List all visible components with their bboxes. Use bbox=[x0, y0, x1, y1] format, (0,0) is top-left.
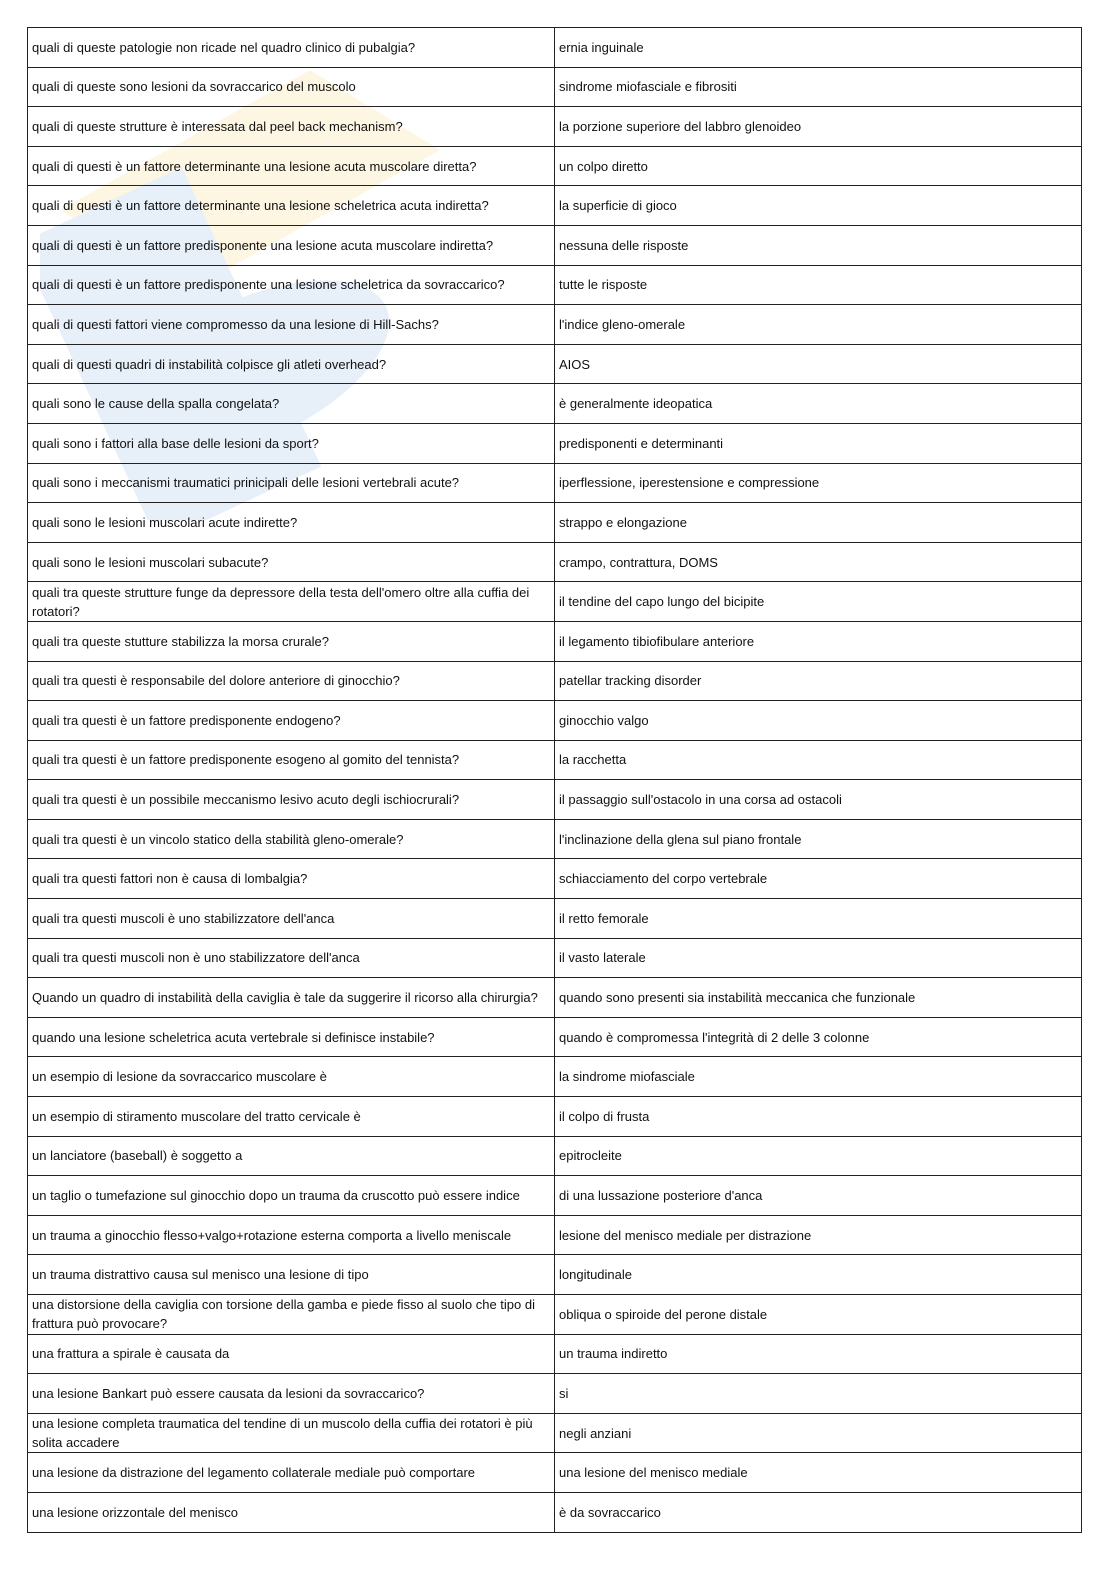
table-row bbox=[28, 1374, 1082, 1414]
answer-cell: il legamento tibiofibulare anteriore bbox=[555, 621, 1082, 661]
answer-cell: epitrocleite bbox=[555, 1136, 1082, 1176]
table-row bbox=[28, 146, 1082, 186]
question-cell: una lesione orizzontale del menisco bbox=[28, 1492, 555, 1532]
question-cell: un trauma a ginocchio flesso+valgo+rotazione esterna comporta a livello meniscale bbox=[28, 1215, 555, 1255]
answer-cell: il vasto laterale bbox=[555, 938, 1082, 978]
question-cell: quali di queste sono lesioni da sovraccarico del muscolo bbox=[28, 67, 555, 107]
question-cell: Quando un quadro di instabilità della caviglia è tale da suggerire il ricorso alla chirurgia? bbox=[28, 978, 555, 1018]
question-cell: quali di questi è un fattore predisponente una lesione acuta muscolare indiretta? bbox=[28, 225, 555, 265]
question-cell: quali sono le lesioni muscolari subacute? bbox=[28, 542, 555, 582]
question-cell: quali di questi fattori viene compromesso da una lesione di Hill-Sachs? bbox=[28, 305, 555, 345]
table-row bbox=[28, 661, 1082, 701]
question-cell: una lesione Bankart può essere causata da lesioni da sovraccarico? bbox=[28, 1374, 555, 1414]
question-cell: un lanciatore (baseball) è soggetto a bbox=[28, 1136, 555, 1176]
answer-cell: la superficie di gioco bbox=[555, 186, 1082, 226]
question-cell: quali sono le cause della spalla congelata? bbox=[28, 384, 555, 424]
answer-cell: la porzione superiore del labbro glenoideo bbox=[555, 107, 1082, 147]
answer-cell: quando sono presenti sia instabilità meccanica che funzionale bbox=[555, 978, 1082, 1018]
table-row bbox=[28, 28, 1082, 68]
question-cell: quali sono i meccanismi traumatici prinicipali delle lesioni vertebrali acute? bbox=[28, 463, 555, 503]
table-row bbox=[28, 225, 1082, 265]
table-row bbox=[28, 67, 1082, 107]
table-row bbox=[28, 1017, 1082, 1057]
answer-cell: strappo e elongazione bbox=[555, 503, 1082, 543]
question-cell: quali tra questi muscoli è uno stabilizzatore dell'anca bbox=[28, 899, 555, 939]
question-cell: una frattura a spirale è causata da bbox=[28, 1334, 555, 1374]
question-cell: quali tra questi è un possibile meccanismo lesivo acuto degli ischiocrurali? bbox=[28, 780, 555, 820]
answer-cell: patellar tracking disorder bbox=[555, 661, 1082, 701]
table-row bbox=[28, 1136, 1082, 1176]
answer-cell: ernia inguinale bbox=[555, 28, 1082, 68]
table-row bbox=[28, 1492, 1082, 1532]
table-row bbox=[28, 305, 1082, 345]
answer-cell: tutte le risposte bbox=[555, 265, 1082, 305]
answer-cell: la racchetta bbox=[555, 740, 1082, 780]
qa-table-body bbox=[28, 28, 1082, 1533]
question-cell: una lesione da distrazione del legamento collaterale mediale può comportare bbox=[28, 1453, 555, 1493]
answer-cell: quando è compromessa l'integrità di 2 delle 3 colonne bbox=[555, 1017, 1082, 1057]
table-row bbox=[28, 107, 1082, 147]
question-cell: un taglio o tumefazione sul ginocchio dopo un trauma da cruscotto può essere indice bbox=[28, 1176, 555, 1216]
qa-table bbox=[27, 27, 1082, 1533]
question-cell: quali tra questi è un fattore predisponente endogeno? bbox=[28, 701, 555, 741]
question-cell: quali tra questi muscoli non è uno stabilizzatore dell'anca bbox=[28, 938, 555, 978]
table-row bbox=[28, 384, 1082, 424]
question-cell: quali tra questi è un fattore predisponente esogeno al gomito del tennista? bbox=[28, 740, 555, 780]
question-cell: quali sono le lesioni muscolari acute indirette? bbox=[28, 503, 555, 543]
question-cell: quali di questi è un fattore determinante una lesione acuta muscolare diretta? bbox=[28, 146, 555, 186]
table-row bbox=[28, 265, 1082, 305]
table-row bbox=[28, 899, 1082, 939]
answer-cell: ginocchio valgo bbox=[555, 701, 1082, 741]
table-row bbox=[28, 1057, 1082, 1097]
table-row bbox=[28, 859, 1082, 899]
answer-cell: crampo, contrattura, DOMS bbox=[555, 542, 1082, 582]
table-row bbox=[28, 1176, 1082, 1216]
question-cell: quali tra questi è un vincolo statico della stabilità gleno-omerale? bbox=[28, 819, 555, 859]
answer-cell: predisponenti e determinanti bbox=[555, 423, 1082, 463]
table-row bbox=[28, 819, 1082, 859]
table-row bbox=[28, 1413, 1082, 1453]
question-cell: quali sono i fattori alla base delle lesioni da sport? bbox=[28, 423, 555, 463]
answer-cell: una lesione del menisco mediale bbox=[555, 1453, 1082, 1493]
answer-cell: il colpo di frusta bbox=[555, 1097, 1082, 1137]
table-row bbox=[28, 1453, 1082, 1493]
table-row bbox=[28, 1215, 1082, 1255]
table-row bbox=[28, 463, 1082, 503]
answer-cell: sindrome miofasciale e fibrositi bbox=[555, 67, 1082, 107]
table-row bbox=[28, 701, 1082, 741]
table-row bbox=[28, 621, 1082, 661]
answer-cell: un colpo diretto bbox=[555, 146, 1082, 186]
answer-cell: longitudinale bbox=[555, 1255, 1082, 1295]
table-row bbox=[28, 740, 1082, 780]
question-cell: quali di questi quadri di instabilità colpisce gli atleti overhead? bbox=[28, 344, 555, 384]
answer-cell: schiacciamento del corpo vertebrale bbox=[555, 859, 1082, 899]
answer-cell: è da sovraccarico bbox=[555, 1492, 1082, 1532]
answer-cell: nessuna delle risposte bbox=[555, 225, 1082, 265]
table-row bbox=[28, 503, 1082, 543]
question-cell: un trauma distrattivo causa sul menisco una lesione di tipo bbox=[28, 1255, 555, 1295]
table-row bbox=[28, 186, 1082, 226]
question-cell: quali tra queste stutture stabilizza la morsa crurale? bbox=[28, 621, 555, 661]
table-row bbox=[28, 938, 1082, 978]
answer-cell: obliqua o spiroide del perone distale bbox=[555, 1295, 1082, 1335]
table-row bbox=[28, 423, 1082, 463]
table-row bbox=[28, 1334, 1082, 1374]
answer-cell: il passaggio sull'ostacolo in una corsa ad ostacoli bbox=[555, 780, 1082, 820]
question-cell: un esempio di lesione da sovraccarico muscolare è bbox=[28, 1057, 555, 1097]
answer-cell: si bbox=[555, 1374, 1082, 1414]
question-cell: quali di questi è un fattore predisponente una lesione scheletrica da sovraccarico? bbox=[28, 265, 555, 305]
answer-cell: negli anziani bbox=[555, 1413, 1082, 1453]
question-cell: quali tra questi è responsabile del dolore anteriore di ginocchio? bbox=[28, 661, 555, 701]
table-row bbox=[28, 1255, 1082, 1295]
table-row bbox=[28, 344, 1082, 384]
table-row bbox=[28, 542, 1082, 582]
answer-cell: è generalmente ideopatica bbox=[555, 384, 1082, 424]
question-cell: quali di questi è un fattore determinante una lesione scheletrica acuta indiretta? bbox=[28, 186, 555, 226]
answer-cell: il tendine del capo lungo del bicipite bbox=[555, 582, 1082, 622]
answer-cell: di una lussazione posteriore d'anca bbox=[555, 1176, 1082, 1216]
answer-cell: la sindrome miofasciale bbox=[555, 1057, 1082, 1097]
answer-cell: un trauma indiretto bbox=[555, 1334, 1082, 1374]
table-row bbox=[28, 780, 1082, 820]
question-cell: quando una lesione scheletrica acuta vertebrale si definisce instabile? bbox=[28, 1017, 555, 1057]
answer-cell: il retto femorale bbox=[555, 899, 1082, 939]
question-cell: un esempio di stiramento muscolare del tratto cervicale è bbox=[28, 1097, 555, 1137]
answer-cell: l'inclinazione della glena sul piano frontale bbox=[555, 819, 1082, 859]
question-cell: quali tra questi fattori non è causa di lombalgia? bbox=[28, 859, 555, 899]
table-row bbox=[28, 1295, 1082, 1335]
question-cell: una lesione completa traumatica del tendine di un muscolo della cuffia dei rotatori è più solita accadere bbox=[28, 1413, 555, 1453]
table-row bbox=[28, 582, 1082, 622]
answer-cell: AIOS bbox=[555, 344, 1082, 384]
question-cell: quali tra queste strutture funge da depressore della testa dell'omero oltre alla cuffia dei rotatori? bbox=[28, 582, 555, 622]
question-cell: quali di queste strutture è interessata dal peel back mechanism? bbox=[28, 107, 555, 147]
answer-cell: iperflessione, iperestensione e compressione bbox=[555, 463, 1082, 503]
answer-cell: lesione del menisco mediale per distrazione bbox=[555, 1215, 1082, 1255]
table-row bbox=[28, 1097, 1082, 1137]
question-cell: quali di queste patologie non ricade nel quadro clinico di pubalgia? bbox=[28, 28, 555, 68]
answer-cell: l'indice gleno-omerale bbox=[555, 305, 1082, 345]
question-cell: una distorsione della caviglia con torsione della gamba e piede fisso al suolo che tipo di frattura può provocare? bbox=[28, 1295, 555, 1335]
table-row bbox=[28, 978, 1082, 1018]
